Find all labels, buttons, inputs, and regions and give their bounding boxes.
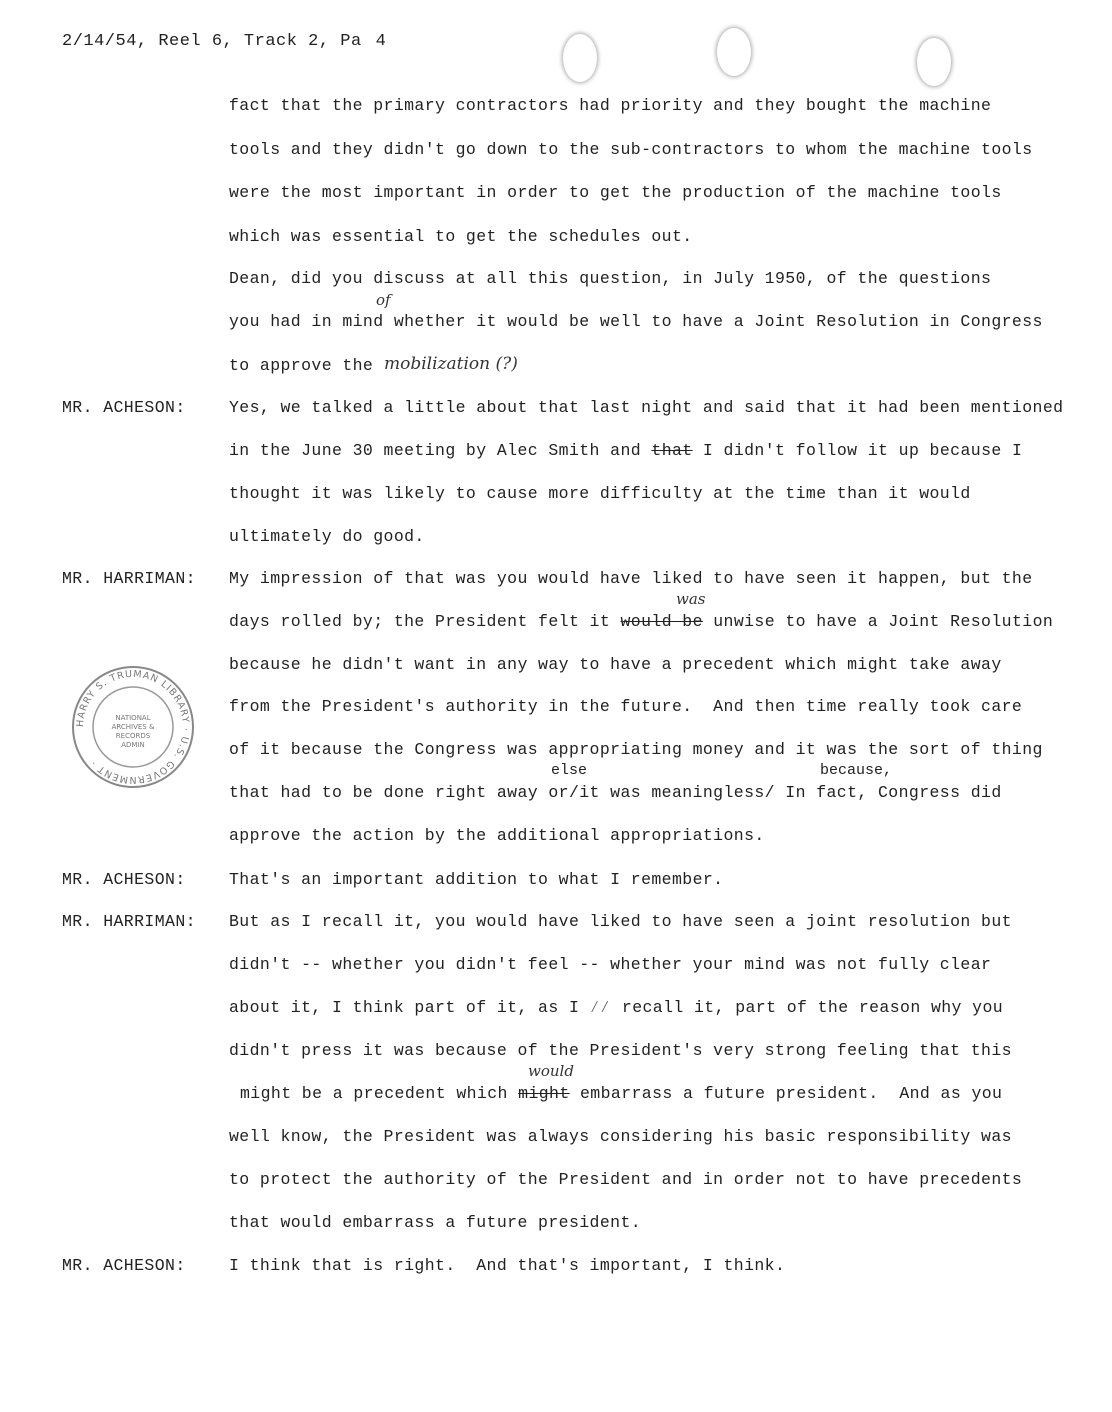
text-segment: embarrass a future president. And as you bbox=[579, 1084, 1003, 1103]
text-line: tools and they didn't go down to the sub-contractors to whom the machine tools bbox=[229, 140, 1033, 159]
text-segment: days rolled by; the President felt it bbox=[229, 612, 611, 631]
text-line: you had in mind whether it would be well to have a Joint Resolution in Congress bbox=[229, 312, 1043, 331]
text-line: didn't -- whether you didn't feel -- whether your mind was not fully clear bbox=[229, 955, 992, 974]
svg-text:RECORDS: RECORDS bbox=[115, 732, 151, 740]
speaker-label: MR. ACHESON: bbox=[62, 398, 186, 417]
ink-mark: ∕∕ bbox=[589, 998, 611, 1017]
text-line: to approve the bbox=[229, 356, 374, 375]
speaker-label: MR. HARRIMAN: bbox=[62, 569, 196, 588]
handwritten-insertion: would bbox=[528, 1062, 574, 1080]
text-line: I think that is right. And that's important, I think. bbox=[229, 1256, 786, 1275]
text-line: that had to be done right away or/it was meaningless/ In fact, Congress did bbox=[229, 783, 1002, 802]
text-segment: in the June 30 meeting by Alec Smith and bbox=[229, 441, 642, 460]
archive-stamp bbox=[68, 662, 198, 792]
text-line: My impression of that was you would have liked to have seen it happen, but the bbox=[229, 569, 1033, 588]
header-text: 2/14/54, Reel 6, Track 2, Pa bbox=[62, 32, 362, 51]
text-line: ultimately do good. bbox=[229, 527, 425, 546]
speaker-label: MR. ACHESON: bbox=[62, 1256, 186, 1275]
text-segment: recall it, part of the reason why you bbox=[621, 998, 1004, 1017]
text-line: didn't press it was because of the President's very strong feeling that this bbox=[229, 1041, 1012, 1060]
text-line bbox=[229, 441, 1022, 460]
text-line: Yes, we talked a little about that last night and said that it had been mentioned bbox=[229, 398, 1064, 417]
text-line: approve the action by the additional appropriations. bbox=[229, 826, 765, 845]
text-line bbox=[240, 1084, 1002, 1103]
svg-text:ADMIN: ADMIN bbox=[121, 741, 145, 749]
text-line: that would embarrass a future president. bbox=[229, 1213, 642, 1232]
svg-text:ARCHIVES &: ARCHIVES & bbox=[111, 723, 155, 731]
text-line bbox=[229, 998, 1003, 1017]
typed-insertion: else bbox=[551, 762, 588, 779]
svg-text:HARRY S. TRUMAN LIBRARY · U.S.: HARRY S. TRUMAN LIBRARY · U.S. GOVERNMENT · bbox=[74, 668, 192, 786]
typed-insertion: because, bbox=[820, 762, 893, 779]
handwritten-note: mobilization (?) bbox=[384, 354, 518, 374]
struck-word: might bbox=[518, 1084, 570, 1103]
struck-word: that bbox=[651, 441, 693, 460]
punch-hole bbox=[717, 28, 751, 76]
text-line: were the most important in order to get the production of the machine tools bbox=[229, 183, 1002, 202]
text-segment: about it, I think part of it, as I bbox=[229, 998, 580, 1017]
svg-text:NATIONAL: NATIONAL bbox=[115, 714, 151, 722]
page-header bbox=[62, 32, 386, 51]
text-line: from the President's authority in the future. And then time really took care bbox=[229, 697, 1023, 716]
text-line bbox=[229, 612, 1053, 631]
punch-hole bbox=[563, 34, 597, 82]
text-segment: unwise to have a Joint Resolution bbox=[713, 612, 1054, 631]
text-segment: might be a precedent which bbox=[240, 1084, 508, 1103]
text-line: well know, the President was always considering his basic responsibility was bbox=[229, 1127, 1012, 1146]
handwritten-insertion: was bbox=[676, 590, 706, 608]
text-line: of it because the Congress was appropriating money and it was the sort of thing bbox=[229, 740, 1043, 759]
speaker-label: MR. ACHESON: bbox=[62, 870, 186, 889]
speaker-label: MR. HARRIMAN: bbox=[62, 912, 196, 931]
handwritten-insertion: of bbox=[376, 291, 391, 309]
text-line: because he didn't want in any way to have a precedent which might take away bbox=[229, 655, 1002, 674]
text-line: fact that the primary contractors had priority and they bought the machine bbox=[229, 96, 992, 115]
text-line: thought it was likely to cause more difficulty at the time than it would bbox=[229, 484, 971, 503]
text-line: That's an important addition to what I remember. bbox=[229, 870, 724, 889]
text-line: which was essential to get the schedules out. bbox=[229, 227, 693, 246]
text-segment: I didn't follow it up because I bbox=[702, 441, 1023, 460]
header-page-number: 4 bbox=[375, 32, 387, 51]
punch-hole bbox=[917, 38, 951, 86]
text-line: Dean, did you discuss at all this question, in July 1950, of the questions bbox=[229, 269, 992, 288]
text-line: But as I recall it, you would have liked to have seen a joint resolution but bbox=[229, 912, 1012, 931]
struck-word: would be bbox=[620, 612, 703, 631]
text-line: to protect the authority of the President and in order not to have precedents bbox=[229, 1170, 1023, 1189]
